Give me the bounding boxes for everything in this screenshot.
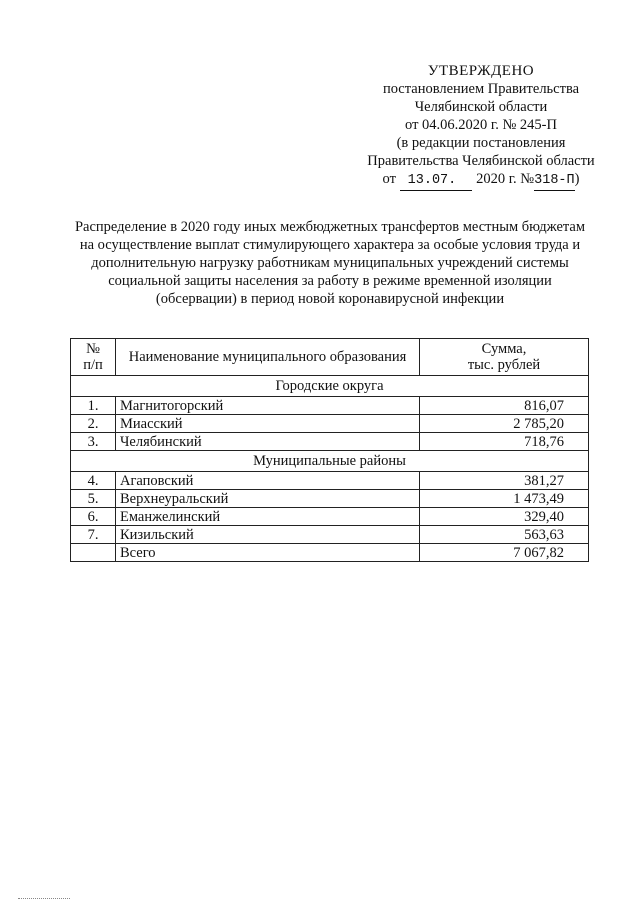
row-num: 7. [71, 526, 116, 544]
group-row [71, 376, 589, 397]
total-num-cell [71, 544, 116, 562]
approval-stamp [340, 62, 622, 191]
row-sum: 718,76 [420, 433, 589, 451]
approval-line-4: (в редакции постановления [396, 135, 566, 151]
group-title: Городские округа [71, 376, 589, 397]
row-sum: 816,07 [420, 397, 589, 415]
row-name: Агаповский [116, 472, 420, 490]
document-heading: Распределение в 2020 году иных межбюджетных трансфертов местным бюджетам на осуществление выплат стимулирующего характера за особые условия труда и дополнительную нагрузку работникам муниципальных учреждений системы социальной защиты населения за работу в режиме временной изоляции (обсервации) в период новой коронавирусной инфекции [74, 219, 586, 307]
row-num: 2. [71, 415, 116, 433]
row-name: Магнитогорский [116, 397, 420, 415]
row-sum: 1 473,49 [420, 490, 589, 508]
row-num: 3. [71, 433, 116, 451]
amend-date-day: 13.07. [400, 172, 473, 191]
group-title: Муниципальные районы [71, 451, 589, 472]
row-name: Челябинский [116, 433, 420, 451]
table-row [71, 415, 589, 433]
amend-number-prefix: № [520, 171, 535, 187]
table-row [71, 397, 589, 415]
amend-close-paren: ) [574, 171, 580, 187]
header-name: Наименование муниципального образования [116, 339, 420, 376]
row-num: 1. [71, 397, 116, 415]
amend-date-year: 2020 г. [476, 171, 517, 187]
table-header-row [71, 339, 589, 376]
table-row [71, 433, 589, 451]
table-row [71, 472, 589, 490]
row-name: Миасский [116, 415, 420, 433]
approval-line-1: постановлением Правительства [382, 81, 580, 97]
approval-line-5: Правительства Челябинской области [367, 153, 595, 169]
table-row [71, 490, 589, 508]
row-sum: 2 785,20 [420, 415, 589, 433]
row-sum: 329,40 [420, 508, 589, 526]
amend-number: 318-П [534, 172, 575, 191]
approval-title: УТВЕРЖДЕНО [427, 63, 535, 79]
distribution-table [70, 338, 589, 562]
total-row [71, 544, 589, 562]
header-sum: Сумма, тыс. рублей [420, 339, 589, 376]
amend-date-prefix: от [382, 171, 396, 187]
row-name: Еманжелинский [116, 508, 420, 526]
row-name: Верхнеуральский [116, 490, 420, 508]
total-label: Всего [116, 544, 420, 562]
group-row [71, 451, 589, 472]
approval-amend-date-line [340, 170, 622, 191]
footer-divider [18, 898, 70, 899]
table-row [71, 526, 589, 544]
approval-line-2: Челябинской области [414, 99, 548, 115]
row-sum: 563,63 [420, 526, 589, 544]
approval-line-3: от 04.06.2020 г. № 245-П [405, 117, 557, 133]
row-num: 5. [71, 490, 116, 508]
row-num: 4. [71, 472, 116, 490]
total-sum: 7 067,82 [420, 544, 589, 562]
header-num: № п/п [71, 339, 116, 376]
row-name: Кизильский [116, 526, 420, 544]
row-num: 6. [71, 508, 116, 526]
row-sum: 381,27 [420, 472, 589, 490]
table-row [71, 508, 589, 526]
